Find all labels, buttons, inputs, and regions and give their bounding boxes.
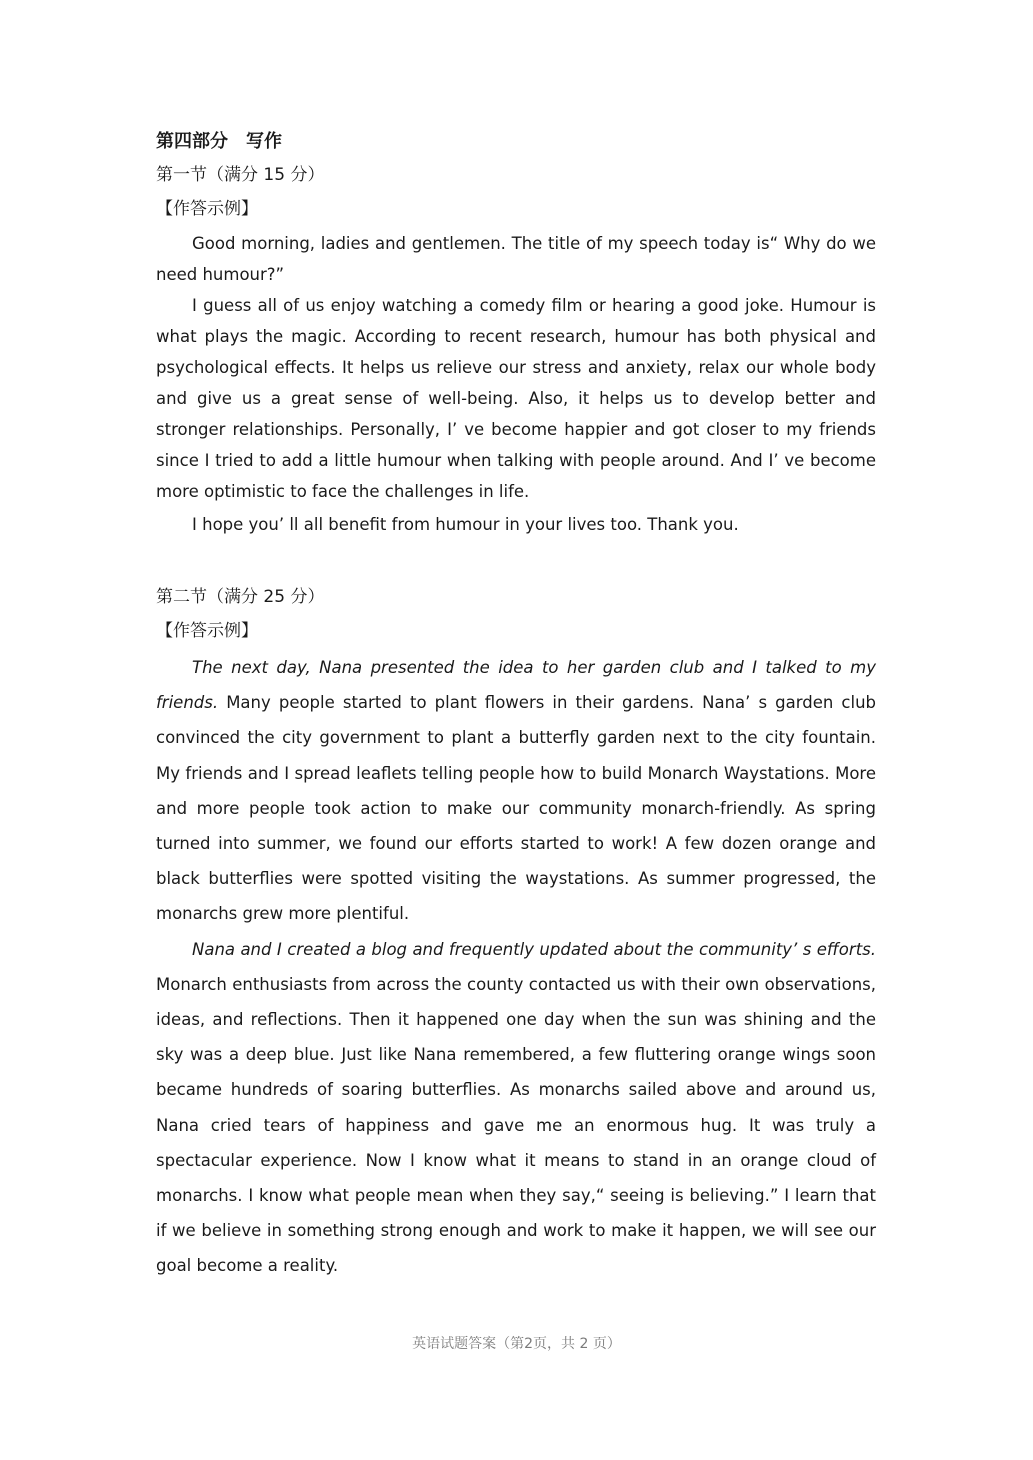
page-footer: 英语试题答案（第2页，共 2 页） (412, 1336, 621, 1352)
story-paragraph-2 (156, 932, 876, 1284)
story-paragraph-2-opening-sentence: Nana and I created a blog and frequently updated about the community’ s efforts. (192, 939, 876, 959)
story-paragraph-2-body: Monarch enthusiasts from across the county contacted us with their own observations, ideas, and reflections. Then it happened one day when the sun was shining and the sky was a deep blue. Just like Nana remembered, a few fluttering orange wings soon became hundreds of soaring butterflies. As monarchs sailed above and around us, Nana cried tears of happiness and gave me an enormous hug. It was truly a spectacular experience. Now I know what it means to stand in an orange cloud of monarchs. I know what people mean when they say,“ seeing is believing.” I learn that if we believe in something strong enough and work to make it happen, we will see our goal become a reality. (156, 974, 876, 1276)
section-2-sample-label: 【作答示例】 (156, 621, 258, 641)
speech-paragraph-3: I hope you’ ll all benefit from humour in your lives too. Thank you. (192, 515, 739, 534)
story-paragraph-1-opening-sentence: The next day, Nana presented the idea to her garden club and I talked to my friends. (156, 658, 876, 713)
answer-sheet-content (156, 128, 876, 1284)
section-1-sample-label: 【作答示例】 (156, 199, 258, 219)
story-paragraph-1-body: Many people started to plant flowers in their gardens. Nana’ s garden club convinced the city government to plant a butterfly garden next to the city fountain. My friends and I spread leaflets telling people how to build Monarch Waystations. More and more people took action to make our community monarch-friendly. As spring turned into summer, we found our efforts started to work! A few dozen orange and black butterflies were spotted visiting the waystations. As summer progressed, the monarchs grew more plentiful. (156, 693, 876, 924)
section-1 (156, 162, 876, 540)
speech-paragraph-2: I guess all of us enjoy watching a comedy film or hearing a good joke. Humour is what plays the magic. According to recent research, humour has both physical and psychological effects. It helps us relieve our stress and anxiety, relax our whole body and give us a great sense of well-being. Also, it helps us to develop better and stronger relationships. Personally, I’ ve become happier and got closer to my friends since I tried to add a little humour when talking with people around. And I’ ve become more optimistic to face the challenges in life. (156, 296, 876, 501)
section-1-heading: 第一节（满分 15 分） (156, 165, 325, 185)
section-2 (156, 584, 876, 1284)
part-title: 第四部分 写作 (156, 131, 282, 152)
section-2-heading: 第二节（满分 25 分） (156, 587, 325, 607)
speech-paragraph-1: Good morning, ladies and gentlemen. The title of my speech today is“ Why do we need humour?” (156, 234, 876, 284)
story-paragraph-1 (156, 650, 876, 932)
